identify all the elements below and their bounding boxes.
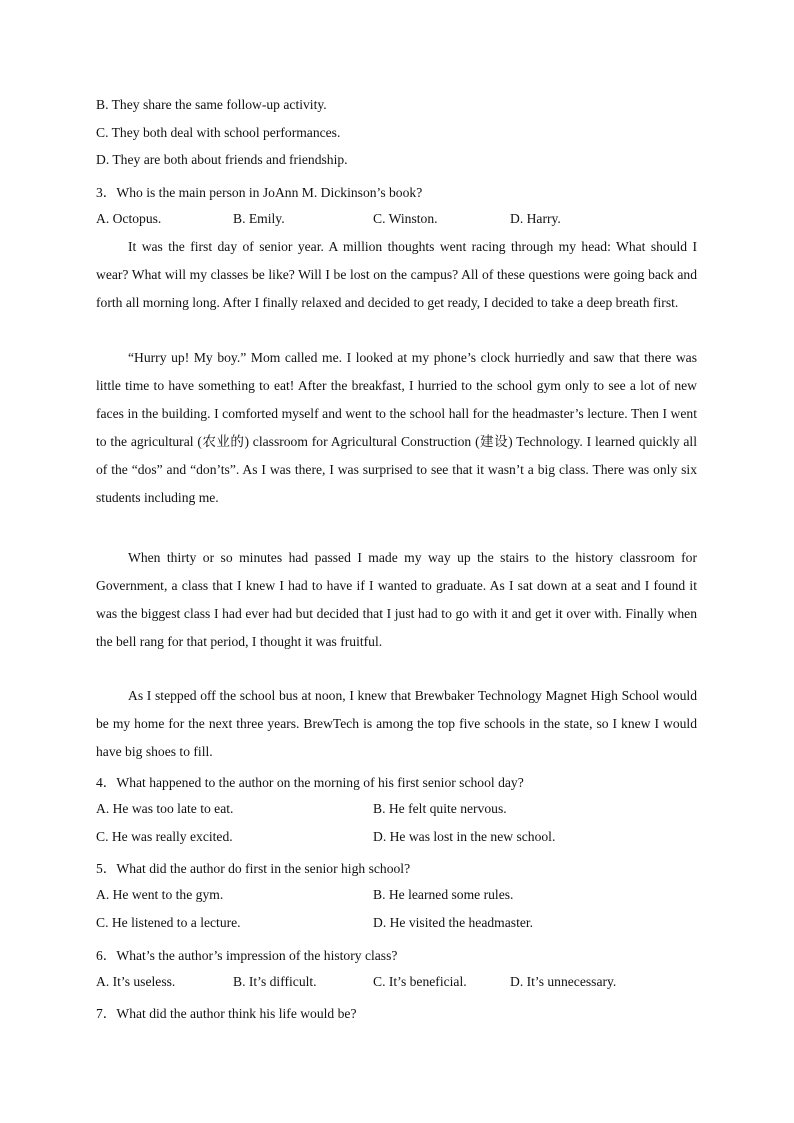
q4-option-c: C. He was really excited.: [96, 829, 233, 844]
q4-option-d: D. He was lost in the new school.: [373, 829, 556, 844]
q4-option-a: A. He was too late to eat.: [96, 801, 234, 816]
q2-option-b: B. They share the same follow-up activity.: [96, 97, 327, 112]
q2-option-c: C. They both deal with school performances.: [96, 125, 341, 140]
passage-paragraph-4: As I stepped off the school bus at noon, I knew that Brewbaker Technology Magnet High School would be my home for the next three years. BrewTech is among the top five schools in the state, so I knew I would have big shoes to fill.: [96, 688, 697, 759]
q4-stem: 4．What happened to the author on the morning of his first senior school day?: [96, 775, 524, 790]
q5-option-b: B. He learned some rules.: [373, 887, 514, 902]
q3-stem: 3．Who is the main person in JoAnn M. Dickinson’s book?: [96, 185, 423, 200]
q5-stem: 5．What did the author do first in the senior high school?: [96, 861, 411, 876]
q6-option-a: A. It’s useless.: [96, 974, 176, 989]
passage-paragraph-2: “Hurry up! My boy.” Mom called me. I looked at my phone’s clock hurriedly and saw that there was little time to have something to eat! After the breakfast, I hurried to the school gym only to see a lot of new faces in the building. I comforted myself and went to the school hall for the headmaster’s lecture. Then I went to the agricultural (农业的) classroom for Agricultural Construction (建设) Technology. I learned quickly all of the “dos” and “don’ts”. As I was there, I was surprised to see that it wasn’t a big class. There was only six students including me.: [96, 350, 697, 505]
q2-option-d: D. They are both about friends and friendship.: [96, 152, 348, 167]
q3-option-a: A. Octopus.: [96, 211, 162, 226]
q6-option-b: B. It’s difficult.: [233, 974, 317, 989]
q3-option-c: C. Winston.: [373, 211, 438, 226]
q6-option-c: C. It’s beneficial.: [373, 974, 467, 989]
q5-option-c: C. He listened to a lecture.: [96, 915, 241, 930]
q6-stem: 6．What’s the author’s impression of the history class?: [96, 948, 398, 963]
q7-stem: 7．What did the author think his life would be?: [96, 1006, 357, 1021]
q5-option-a: A. He went to the gym.: [96, 887, 224, 902]
q3-option-b: B. Emily.: [233, 211, 285, 226]
q3-option-d: D. Harry.: [510, 211, 561, 226]
passage-paragraph-1: It was the first day of senior year. A million thoughts went racing through my head: What should I wear? What will my classes be like? Will I be lost on the campus? All of these questions were going back and forth all morning long. After I finally relaxed and decided to get ready, I decided to take a deep breath first.: [96, 239, 697, 310]
q4-option-b: B. He felt quite nervous.: [373, 801, 507, 816]
passage-paragraph-3: When thirty or so minutes had passed I made my way up the stairs to the history classroom for Government, a class that I knew I had to have if I wanted to graduate. As I sat down at a seat and I found it was the biggest class I had ever had but decided that I just had to go with it and get it over with. Finally when the bell rang for that period, I thought it was fruitful.: [96, 550, 697, 649]
q5-option-d: D. He visited the headmaster.: [373, 915, 534, 930]
q6-option-d: D. It’s unnecessary.: [510, 974, 617, 989]
